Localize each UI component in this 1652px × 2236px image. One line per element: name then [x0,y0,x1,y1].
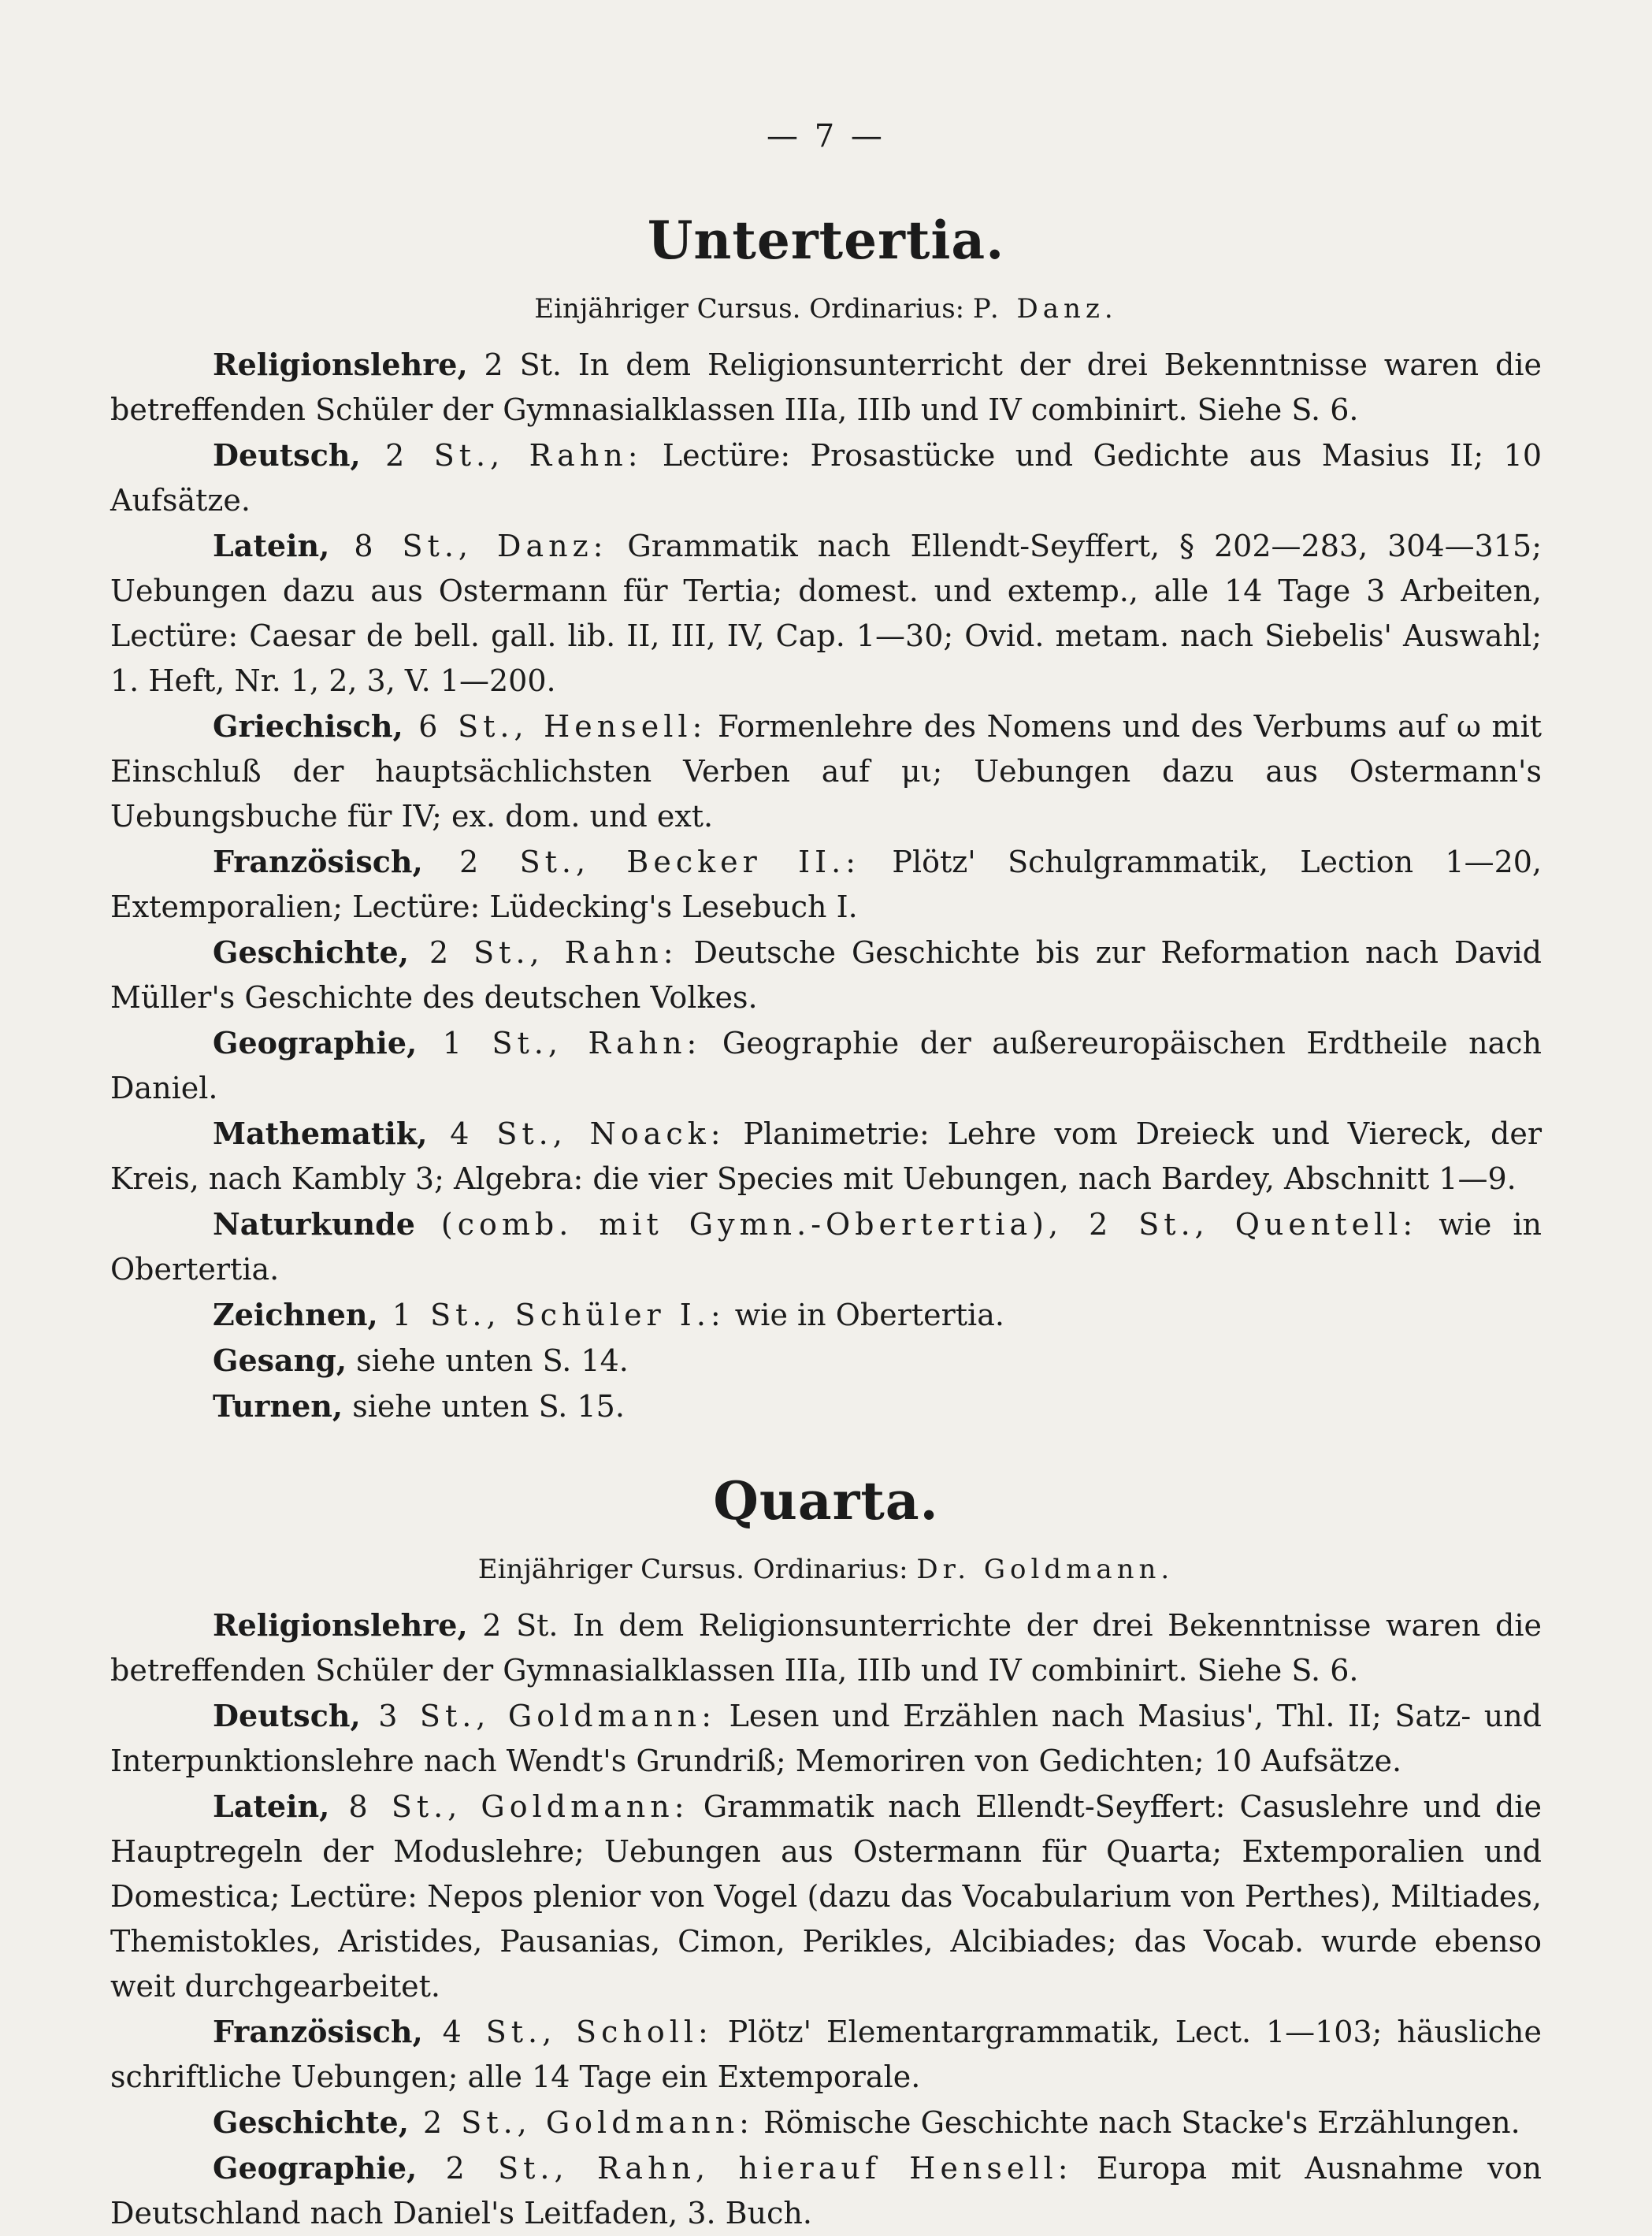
subject-name: Französisch, [213,2014,423,2049]
teacher-info: 2 St., Goldmann: [408,2105,754,2140]
entry-text: Deutsche Geschichte bis zur Reformation nach David Müller's Geschichte des deutschen Volkes. [110,935,1542,1015]
entry-text: siehe unten S. 14. [347,1343,629,1378]
subject-name: Latein, [213,528,330,563]
teacher-info: 3 St., Goldmann: [360,1699,717,1733]
entry-text: Römische Geschichte nach Stacke's Erzählungen. [753,2105,1520,2140]
subject-entry [110,1693,1542,1784]
subject-entry [110,1111,1542,1202]
entry-text: Formenlehre des Nomens und des Verbums auf ω mit Einschluß der hauptsächlichsten Verben auf μι; Uebungen dazu aus Ostermann's Uebungsbuche für IV; ex. dom. und ext. [110,709,1542,834]
page-number: — 7 — [767,118,885,154]
subject-entry [110,1384,1542,1429]
teacher-info: 6 St., Hensell: [403,709,707,744]
teacher-info: 8 St., Danz: [329,529,608,563]
entry-text: Grammatik nach Ellendt-Seyffert: Casuslehre und die Hauptregeln der Moduslehre; Uebungen aus Ostermann für Quarta; Extemporalien und Domestica; Lectüre: Nepos plenior von Vogel (dazu das Vocabularium von Perthes), Miltiades, Themistokles, Aristides, Pausanias, Cimon, Perikles, Alcibiades; das Vocab. wurde ebenso weit durchgearbeitet. [110,1789,1542,2004]
subject-name: Religionslehre, [213,347,468,382]
subject-name: Französisch, [213,844,423,879]
subject-name: Naturkunde [213,1206,415,1242]
section-subtitle [110,1554,1542,1585]
subject-name: Griechisch, [213,708,403,744]
entry-text: Lesen und Erzählen nach Masius', Thl. II; Satz- und Interpunktionslehre nach Wendt's Grundriß; Memoriren von Gedichten; 10 Aufsätze. [110,1699,1542,1778]
subtitle-prefix: Einjähriger Cursus. Ordinarius: [534,293,973,325]
subject-entry [110,1338,1542,1384]
teacher-info: 1 St., Schüler I.: [377,1298,726,1332]
subject-name: Geschichte, [213,934,409,970]
subject-entry [110,342,1542,433]
subject-entry [110,2145,1542,2236]
entry-list [110,1603,1542,2236]
subject-entry [110,1202,1542,1292]
subject-name: Geographie, [213,1025,418,1060]
subject-name: Deutsch, [213,437,361,473]
entry-list [110,342,1542,1429]
section-title: Quarta. [713,1470,939,1532]
entry-text: Lectüre: Prosastücke und Gedichte aus Masius II; 10 Aufsätze. [110,438,1542,518]
ordinarius-name: Dr. Goldmann. [916,1554,1175,1585]
subject-entry [110,930,1542,1020]
teacher-info: 4 St., Scholl: [422,2015,713,2049]
entry-text: Plötz' Schulgrammatik, Lection 1—20, Extemporalien; Lectüre: Lüdecking's Lesebuch I. [110,845,1542,924]
subject-entry [110,1020,1542,1111]
subject-entry [110,523,1542,704]
entry-text: 2 St. In dem Religionsunterricht der drei Bekenntnisse waren die betreffenden Schüler der Gymnasialklassen IIIa, IIIb und IV combinirt. Siehe S. 6. [110,347,1542,427]
entry-text: Grammatik nach Ellendt-Seyffert, § 202—283, 304—315; Uebungen dazu aus Ostermann für Tertia; domest. und extemp., alle 14 Tage 3 Arbeiten, Lectüre: Caesar de bell. gall. lib. II, III, IV, Cap. 1—30; Ovid. metam. nach Siebelis' Auswahl; 1. Heft, Nr. 1, 2, 3, V. 1—200. [110,529,1542,698]
subject-entry [110,839,1542,930]
subject-entry [110,433,1542,523]
subject-name: Geschichte, [213,2104,409,2140]
subject-name: Mathematik, [213,1116,428,1151]
entry-text: siehe unten S. 15. [343,1389,625,1424]
subtitle-prefix: Einjähriger Cursus. Ordinarius: [477,1554,917,1585]
section-quarta [110,1470,1542,2236]
teacher-info: (comb. mit Gymn.-Obertertia), 2 St., Quentell: [414,1207,1418,1242]
subject-entry [110,1292,1542,1338]
subject-entry [110,2100,1542,2145]
subject-name: Zeichnen, [213,1297,378,1332]
entry-text: Geographie der außereuropäischen Erdtheile nach Daniel. [110,1026,1542,1105]
section-title: Untertertia. [647,210,1005,271]
teacher-info: 8 St., Goldmann: [329,1789,689,1824]
subject-entry [110,1784,1542,2009]
subject-entry [110,1603,1542,1693]
section-subtitle [110,293,1542,325]
entry-text: 2 St. In dem Religionsunterrichte der drei Bekenntnisse waren die betreffenden Schüler der Gymnasialklassen IIIa, IIIb und IV combinirt. Siehe S. 6. [110,1608,1542,1688]
subject-name: Geographie, [213,2150,418,2186]
subject-entry [110,2009,1542,2100]
teacher-info: 1 St., Rahn: [417,1026,702,1060]
entry-text: wie in Obertertia. [110,1207,1542,1287]
teacher-info: 2 St., Rahn: [408,935,678,970]
subject-name: Latein, [213,1788,330,1824]
subject-entry [110,704,1542,839]
teacher-info: 2 St., Rahn: [360,438,643,473]
entry-text: Planimetrie: Lehre vom Dreieck und Viereck, der Kreis, nach Kambly 3; Algebra: die vier Species mit Uebungen, nach Bardey, Abschnitt 1—9. [110,1116,1542,1196]
subject-name: Deutsch, [213,1698,361,1733]
entry-text: Plötz' Elementargrammatik, Lect. 1—103; häusliche schriftliche Uebungen; alle 14 Tage ein Extemporale. [110,2015,1542,2094]
teacher-info: 2 St., Becker II.: [422,845,861,879]
entry-text: Europa mit Ausnahme von Deutschland nach Daniel's Leitfaden, 3. Buch. [110,2151,1542,2230]
teacher-info: 4 St., Noack: [427,1116,726,1151]
section-untertertia [110,210,1542,1429]
entry-text: wie in Obertertia. [725,1298,1004,1332]
subject-name: Religionslehre, [213,1607,468,1643]
subject-name: Turnen, [213,1388,343,1424]
subject-name: Gesang, [213,1343,347,1378]
ordinarius-name: P. Danz. [972,293,1118,325]
teacher-info: 2 St., Rahn, hierauf Hensell: [417,2151,1073,2186]
